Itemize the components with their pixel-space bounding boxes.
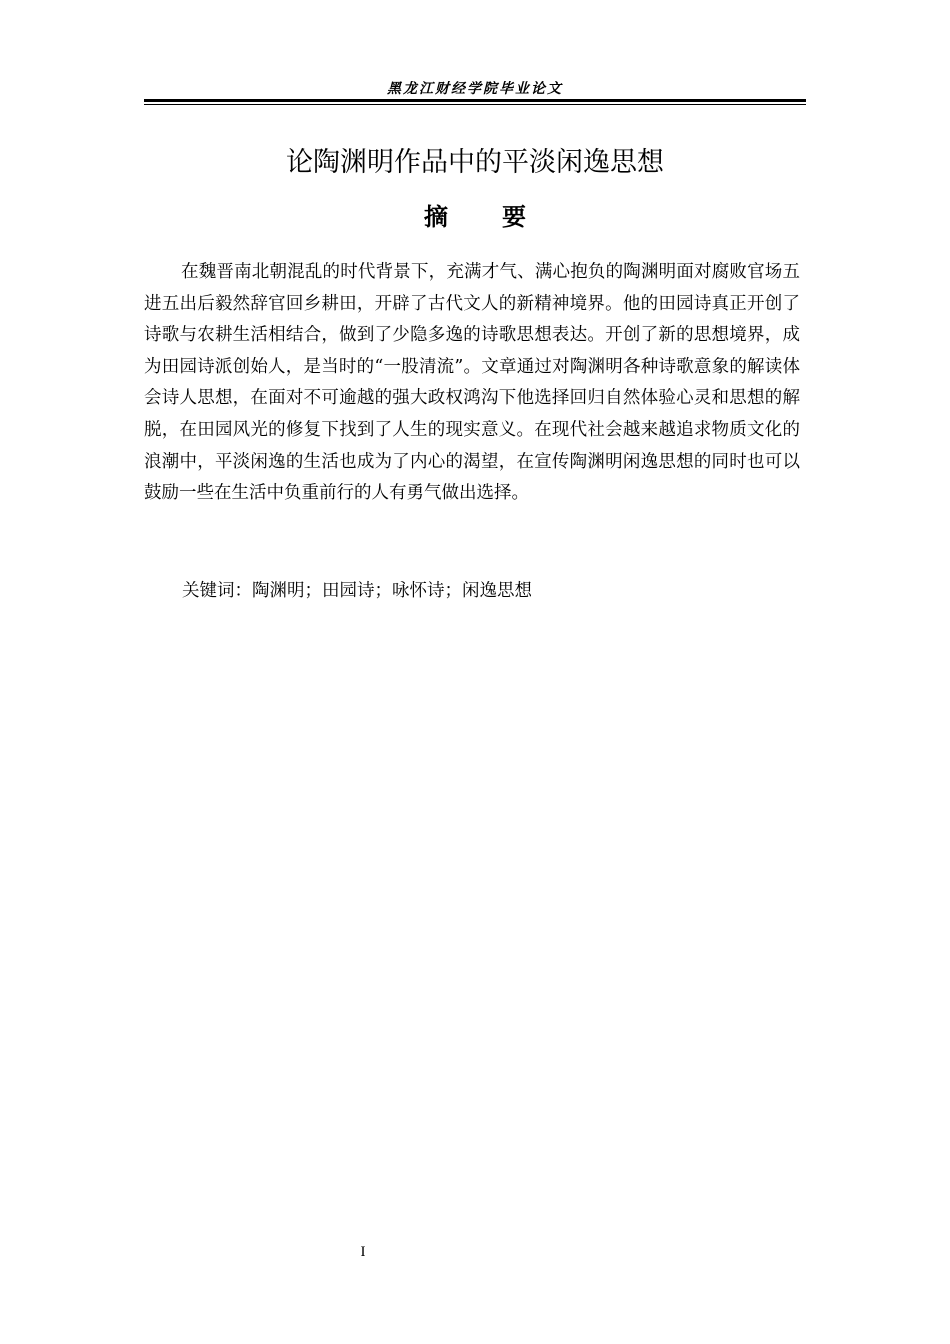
keywords-line — [182, 577, 532, 605]
page-number: I — [360, 1244, 366, 1260]
keywords-value: 陶渊明；田园诗；咏怀诗；闲逸思想 — [252, 581, 532, 601]
abstract-body: 在魏晋南北朝混乱的时代背景下，充满才气、满心抱负的陶渊明面对腐败官场五进五出后毅然辞官回乡耕田，开辟了古代文人的新精神境界。他的田园诗真正开创了诗歌与农耕生活相结合，做到了少隐多逸的诗歌思想表达。开创了新的思想境界，成为田园诗派创始人，是当时的“一股清流”。文章通过对陶渊明各种诗歌意象的解读体会诗人思想，在面对不可逾越的强大政权鸿沟下他选择回归自然体验心灵和思想的解脱，在田园风光的修复下找到了人生的现实意义。在现代社会越来越追求物质文化的浪潮中，平淡闲逸的生活也成为了内心的渴望，在宣传陶渊明闲逸思想的同时也可以鼓励一些在生活中负重前行的人有勇气做出选择。 — [144, 262, 800, 504]
page-header: 黑龙江财经学院毕业论文 — [387, 81, 563, 97]
header-rule-thick — [144, 99, 806, 102]
header-rule-thin — [144, 104, 806, 105]
abstract-heading-right: 要 — [502, 203, 526, 231]
keywords-label: 关键词： — [182, 581, 252, 601]
paper-title: 论陶渊明作品中的平淡闲逸思想 — [286, 147, 664, 178]
abstract-heading-left: 摘 — [424, 203, 448, 231]
abstract-heading — [0, 197, 950, 232]
